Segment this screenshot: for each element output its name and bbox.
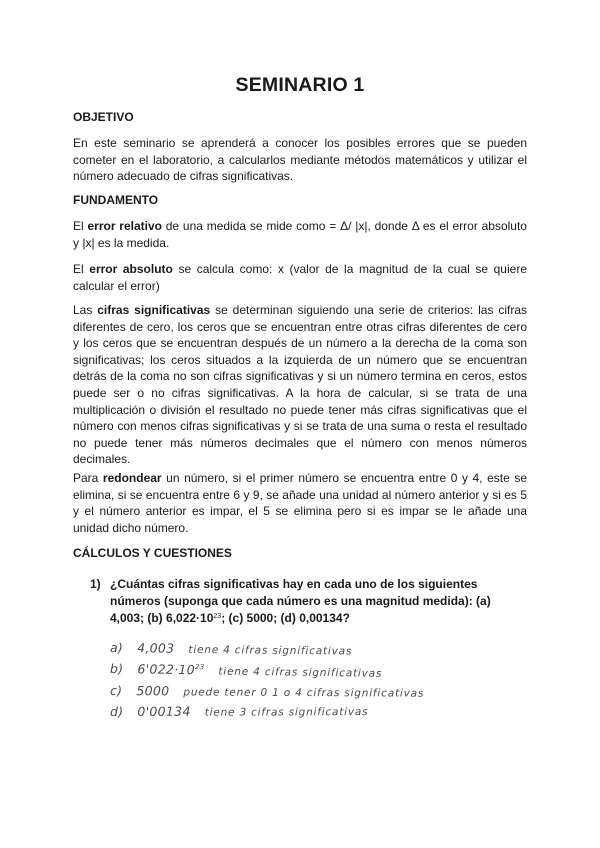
term-cifras-significativas: cifras significativas (97, 303, 211, 317)
section-heading-objetivo: OBJETIVO (73, 110, 134, 124)
answer-text: tiene 3 cifras significativas (204, 706, 369, 719)
answer-text: tiene 4 cifras significativas (188, 643, 353, 658)
term-error-relativo: error relativo (87, 219, 162, 233)
handwritten-answer-d (110, 703, 368, 719)
question-number: 1) (90, 577, 101, 591)
question-text: ¿Cuántas cifras significativas hay en cada uno de los siguientes números (suponga que cada número es una magnitud medida): (a) 4,003; (b) $6,022\cdot 10^{23}$; (c) 5000; (d) 0,00134? (110, 577, 491, 625)
question-exponent: 23 (213, 613, 222, 620)
answer-label: d) (109, 703, 124, 719)
answer-text: puede tener 0 1 o 4 cifras significativas (183, 686, 425, 700)
error-absoluto-paragraph: El error absoluto se calcula como: x (valor de la magnitud de la cual se quiere calcular el error) (73, 262, 527, 293)
answer-value: 6'022·10 (137, 661, 196, 678)
answer-label: a) (109, 640, 124, 656)
page-title: SEMINARIO 1 (235, 74, 365, 96)
handwritten-answer-b (110, 661, 382, 680)
answer-label: b) (109, 661, 124, 677)
term-error-absoluto: error absoluto (89, 262, 173, 276)
answer-exponent: 23 (194, 663, 205, 672)
answer-value: 4,003 (137, 640, 175, 656)
error-relativo-paragraph: El error relativo de una medida se mide como = Δ/ |x|, donde Δ es el error absoluto y |x| es la medida. (73, 219, 527, 250)
redondear-paragraph: Para redondear un número, si el primer número se encuentra entre 0 y 4, este se elimina, si se encuentra entre 6 y 9, se añade una unidad al número anterior y si es 5 y el número anterior es impar, el 5 se elimina pero si es impar se le añade una unidad dicho número. (73, 471, 527, 535)
cifras-significativas-paragraph: Las cifras significativas se determinan siguiendo una serie de criterios: las cifras diferentes de cero, los ceros que se encuentran entre otras cifras diferentes de cero y los ceros que se encuentran después de un número a la derecha de la coma son significativas; los ceros situados a la izquierda de un número que se encuentran detrás de la coma no son cifras significativas y si un número termina en ceros, estos puede ser o no cifras significativas. A la hora de calcular, si se trata de una multiplicación o división el resultado no puede tener más cifras significativas que el número con menos cifras significativas y si se trata de una suma o resta el resultado no puede tener más números decimales que el número con menos números decimales. (73, 303, 528, 467)
term-redondear: redondear (102, 471, 162, 485)
answer-text: tiene 4 cifras significativas (218, 665, 383, 680)
handwritten-answer-a (110, 640, 352, 658)
objetivo-paragraph: En este seminario se aprenderá a conocer los posibles errores que se pueden cometer en el laboratorio, a calcularlos mediante métodos matemáticos y utilizar el número adecuado de cifras significativas. (73, 136, 527, 184)
handwritten-answer-c (110, 683, 424, 700)
section-heading-fundamento: FUNDAMENTO (73, 193, 159, 207)
answer-value: 5000 (136, 683, 170, 699)
answer-label: c) (109, 683, 123, 699)
section-heading-calculos: CÁLCULOS Y CUESTIONES (73, 546, 232, 560)
answer-value: 0'00134 (137, 703, 191, 719)
